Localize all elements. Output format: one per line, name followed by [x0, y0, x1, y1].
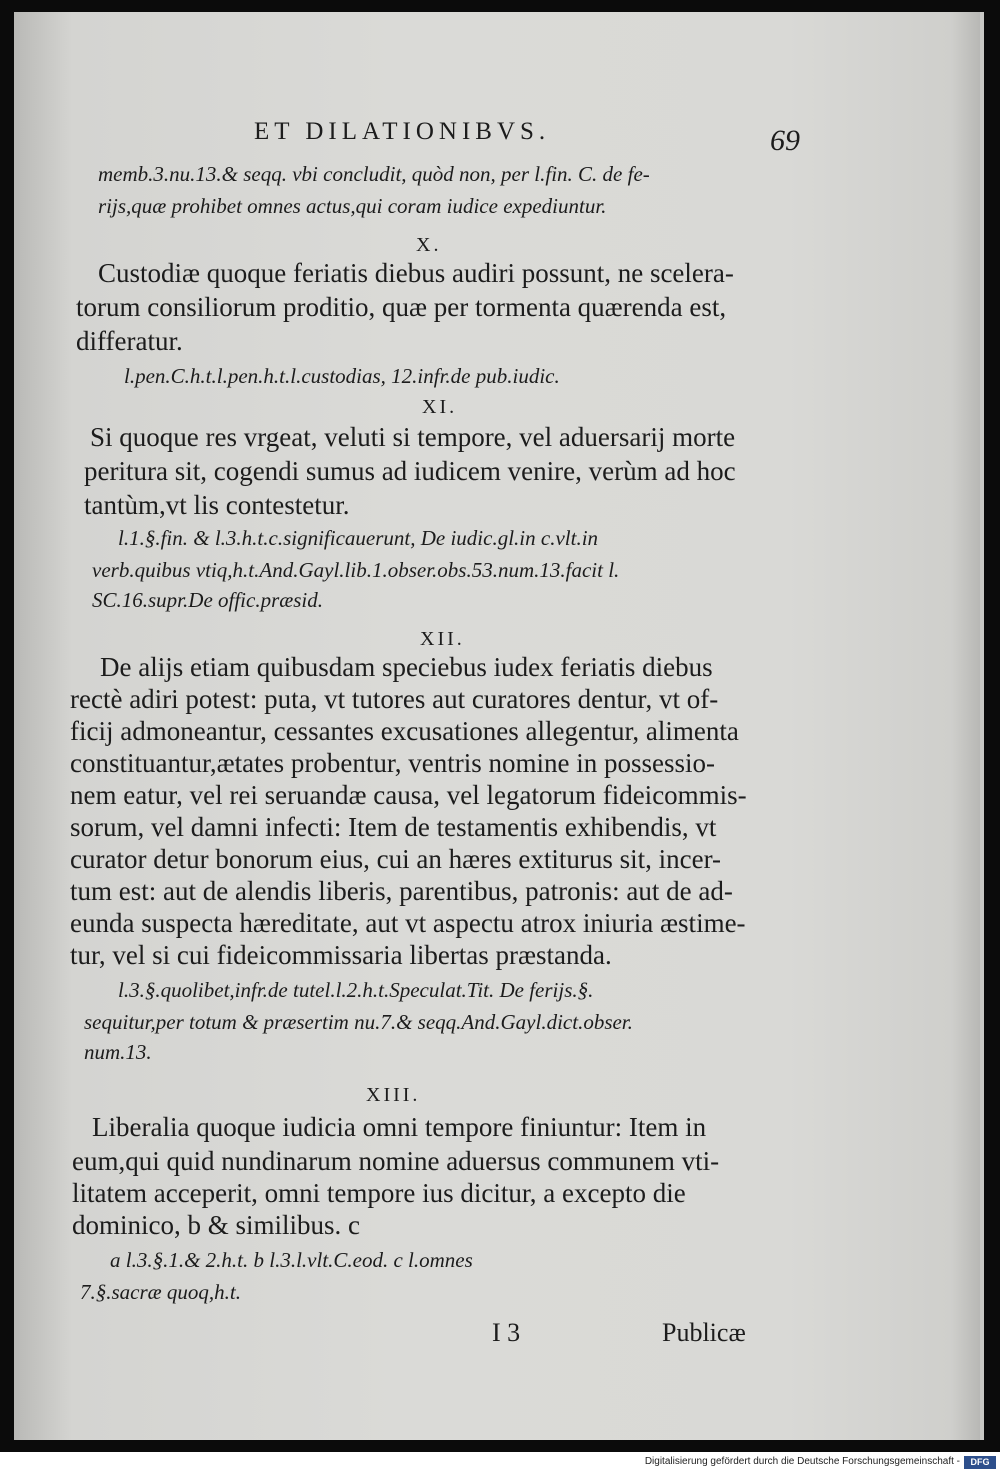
section-x-line: Custodiæ quoque feriatis diebus audiri possunt, ne scelera- [98, 258, 734, 288]
section-xii-line: rectè adiri potest: puta, vt tutores aut curatores dentur, vt of- [70, 684, 719, 714]
dfg-footer [0, 1452, 1000, 1474]
section-xii-line: nem eatur, vel rei seruandæ causa, vel legatorum fideicommis- [70, 780, 747, 810]
section-xii-line: constituantur,ætates probentur, ventris nomine in possessio- [70, 748, 715, 778]
section-xiii-line: Liberalia quoque iudicia omni tempore finiuntur: Item in [92, 1112, 707, 1142]
section-numeral-xii: XII. [420, 628, 465, 650]
section-xi-citation: SC.16.supr.De offic.præsid. [92, 588, 324, 612]
section-xi-line: tantùm,vt lis contestetur. [84, 490, 350, 520]
section-xii-citation: sequitur,per totum & præsertim nu.7.& seqq.And.Gayl.dict.obser. [84, 1010, 633, 1034]
section-xii-line: tum est: aut de alendis liberis, parentibus, patronis: aut de ad- [70, 876, 733, 906]
section-xii-line: De alijs etiam quibusdam speciebus iudex feriatis diebus [100, 652, 713, 682]
running-head: ET DILATIONIBVS. [254, 118, 551, 145]
signature-mark: I 3 [492, 1318, 521, 1347]
section-xii-citation: num.13. [84, 1040, 152, 1064]
section-xiii-notes: a l.3.§.1.& 2.h.t. b l.3.l.vlt.C.eod. c l.omnes [110, 1248, 473, 1272]
section-xii-line: ficij admoneantur, cessantes excusationes allegentur, alimenta [70, 716, 739, 746]
section-xii-citation: l.3.§.quolibet,infr.de tutel.l.2.h.t.Speculat.Tit. De ferijs.§. [118, 978, 594, 1002]
section-xii-line: tur, vel si cui fideicommissaria libertas præstanda. [70, 940, 612, 970]
section-xi-citation: l.1.§.fin. & l.3.h.t.c.significauerunt, De iudic.gl.in c.vlt.in [118, 526, 599, 550]
section-numeral-x: X. [416, 234, 442, 256]
dfg-notice: Digitalisierung gefördert durch die Deutsche Forschungsgemeinschaft - [644, 1456, 960, 1467]
section-numeral-xi: XI. [422, 396, 458, 418]
page-number: 69 [770, 124, 800, 157]
section-xi-line: Si quoque res vrgeat, veluti si tempore, vel aduersarij morte [90, 422, 736, 452]
catchword: Publicæ [662, 1318, 746, 1347]
continuation-line: memb.3.nu.13.& seqq. vbi concludit, quòd non, per l.fin. C. de fe- [98, 162, 650, 186]
section-x-line: torum consiliorum proditio, quæ per tormenta quærenda est, [76, 292, 727, 322]
section-numeral-xiii: XIII. [366, 1084, 421, 1106]
section-xiii-line: dominico, b & similibus. c [72, 1210, 360, 1240]
section-xiii-notes: 7.§.sacræ quoq,h.t. [80, 1280, 242, 1304]
section-xi-line: peritura sit, cogendi sumus ad iudicem venire, verùm ad hoc [84, 456, 736, 486]
section-xii-line: curator detur bonorum eius, cui an hæres extiturus sit, incer- [70, 844, 722, 874]
section-xii-line: sorum, vel damni infecti: Item de testamentis exhibendis, vt [70, 812, 717, 842]
continuation-line: rijs,quæ prohibet omnes actus,qui coram iudice expediuntur. [98, 194, 607, 218]
book-page [14, 12, 984, 1440]
section-x-line: differatur. [76, 326, 183, 356]
section-xi-citation: verb.quibus vtiq,h.t.And.Gayl.lib.1.obser.obs.53.num.13.facit l. [92, 558, 620, 582]
dfg-logo: DFG [964, 1456, 996, 1469]
section-xii-line: eunda suspecta hæreditate, aut vt aspectu atrox iniuria æstime- [70, 908, 746, 938]
section-xiii-line: eum,qui quid nundinarum nomine aduersus communem vti- [72, 1146, 720, 1176]
section-xiii-line: litatem acceperit, omni tempore ius dicitur, a excepto die [72, 1178, 686, 1208]
section-x-citation: l.pen.C.h.t.l.pen.h.t.l.custodias, 12.infr.de pub.iudic. [124, 364, 560, 388]
